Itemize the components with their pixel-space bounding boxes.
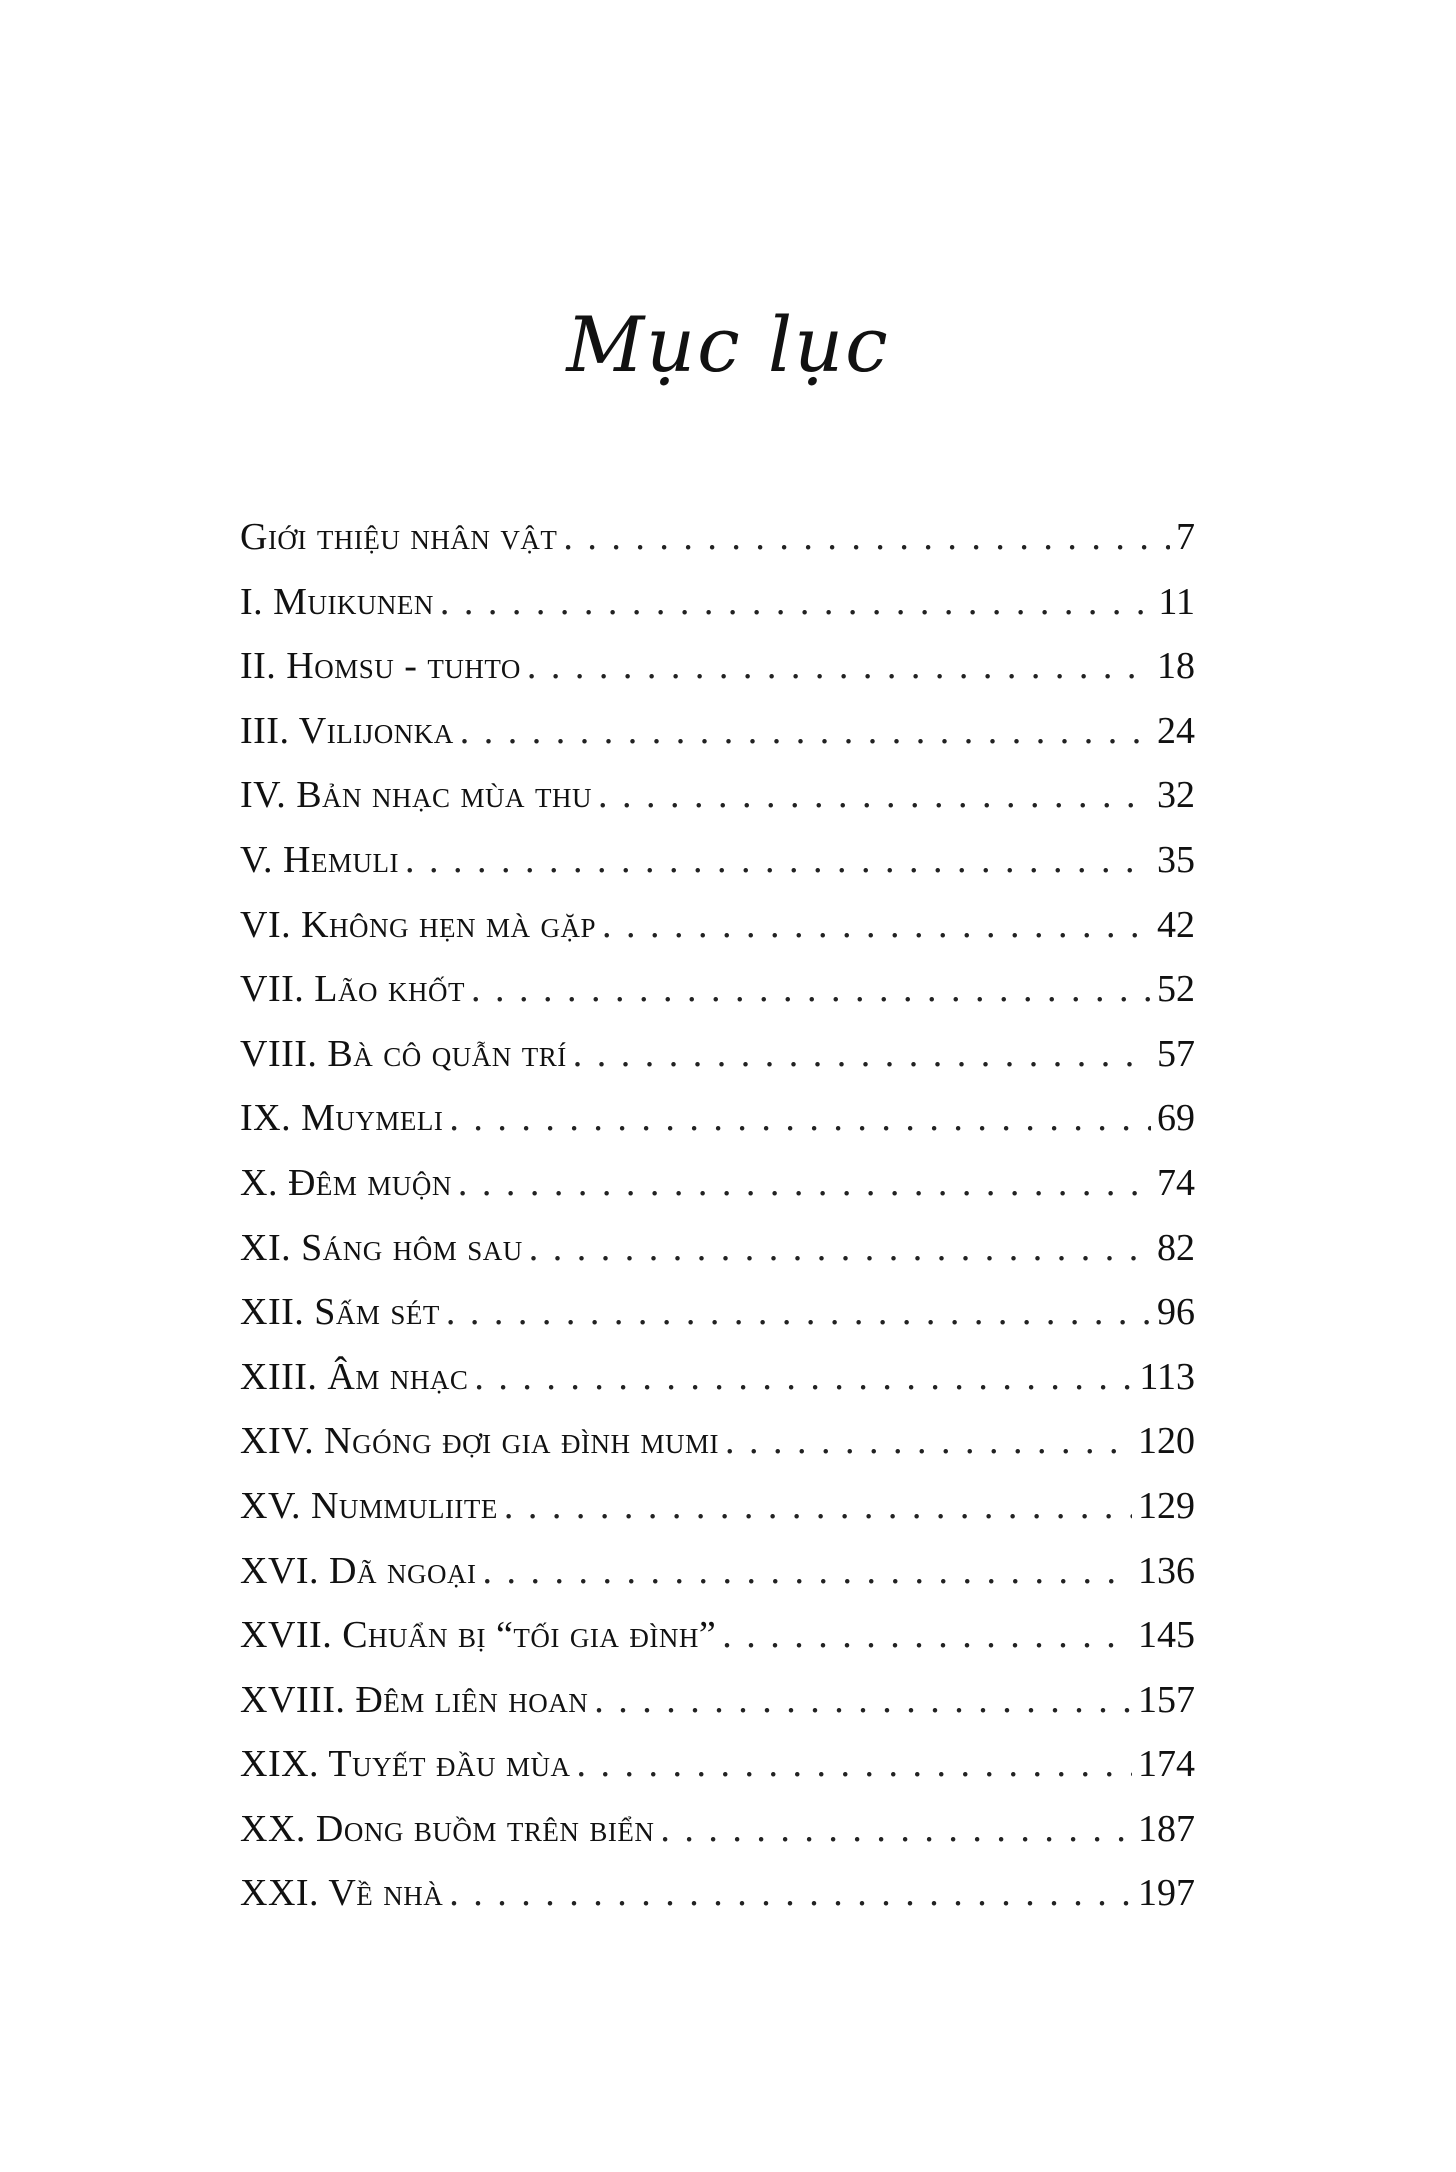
toc-entry [240,763,1195,828]
toc-entry [240,1345,1195,1410]
toc-entry [240,1668,1195,1733]
toc-entry [240,1603,1195,1668]
toc-entry-label: IX. Muymeli [240,1097,444,1140]
toc-entry-page-number: 145 [1138,1614,1195,1657]
toc-entry-label: XX. Dong buồm trên biển [240,1807,655,1850]
toc-entry-label: XVIII. Đêm liên hoan [240,1678,589,1721]
toc-entry-label: II. Homsu - tuhto [240,645,521,688]
toc-entry [240,505,1195,570]
dot-leader [598,763,1151,828]
toc-entry [240,699,1195,764]
toc-entry-label: XIV. Ngóng đợi gia đình mumi [240,1420,720,1463]
toc-entry [240,1797,1195,1862]
toc-entry-page-number: 136 [1138,1549,1195,1592]
toc-entry [240,1409,1195,1474]
toc-entry-page-number: 197 [1138,1872,1195,1915]
toc-entry [240,828,1195,893]
dot-leader [527,634,1151,699]
dot-leader [471,957,1151,1022]
dot-leader [725,1409,1132,1474]
dot-leader [482,1539,1132,1604]
dot-leader [594,1668,1132,1733]
dot-leader [504,1474,1132,1539]
toc-entry-label: III. Vilijonka [240,709,454,752]
page-title: Mục lục [566,300,890,389]
toc-entry-page-number: 157 [1138,1678,1195,1721]
table-of-contents [240,505,1195,1926]
toc-entry-page-number: 96 [1157,1291,1195,1334]
toc-entry-label: VI. Không hẹn mà gặp [240,903,597,946]
dot-leader [660,1797,1132,1862]
toc-entry [240,1732,1195,1797]
toc-entry-page-number: 24 [1157,709,1195,752]
dot-leader [449,1861,1132,1926]
dot-leader [440,570,1152,635]
toc-entry-label: XV. Nummuliite [240,1484,498,1527]
dot-leader [405,828,1151,893]
toc-entry [240,957,1195,1022]
toc-entry [240,1861,1195,1926]
toc-entry-label: VII. Lão khốt [240,968,465,1011]
dot-leader [563,505,1170,570]
dot-leader [446,1280,1151,1345]
toc-entry [240,1216,1195,1281]
toc-entry-label: XIX. Tuyết đầu mùa [240,1743,571,1786]
dot-leader [722,1603,1132,1668]
toc-entry-page-number: 69 [1157,1097,1195,1140]
dot-leader [529,1216,1151,1281]
toc-entry-page-number: 7 [1176,516,1195,558]
toc-entry [240,1022,1195,1087]
toc-entry-page-number: 82 [1157,1226,1195,1269]
toc-entry-label: IV. Bản nhạc mùa thu [240,774,593,817]
toc-entry-page-number: 42 [1157,903,1195,946]
toc-entry-page-number: 120 [1138,1420,1195,1463]
dot-leader [602,893,1151,958]
dot-leader [474,1345,1133,1410]
toc-entry-page-number: 129 [1138,1484,1195,1527]
toc-entry [240,570,1195,635]
dot-leader [573,1022,1151,1087]
toc-entry-label: XIII. Âm nhạc [240,1355,469,1398]
toc-entry-label: XI. Sáng hôm sau [240,1226,523,1269]
toc-entry-label: I. Muikunen [240,580,434,623]
dot-leader [458,1151,1151,1216]
toc-entry [240,634,1195,699]
toc-entry-page-number: 11 [1158,580,1195,623]
toc-entry-label: VIII. Bà cô quẫn trí [240,1032,567,1075]
toc-entry-label: XVI. Dã ngoại [240,1549,477,1592]
toc-entry-page-number: 35 [1157,838,1195,881]
toc-entry-page-number: 187 [1138,1807,1195,1850]
toc-entry-label: V. Hemuli [240,838,399,881]
toc-entry [240,893,1195,958]
toc-entry-label: XXI. Về nhà [240,1872,444,1915]
toc-entry-page-number: 52 [1157,968,1195,1011]
toc-entry [240,1280,1195,1345]
toc-entry-page-number: 18 [1157,645,1195,688]
toc-entry-page-number: 57 [1157,1032,1195,1075]
toc-entry [240,1539,1195,1604]
toc-entry-label: XVII. Chuẩn bị “tối gia đình” [240,1614,717,1657]
toc-entry [240,1151,1195,1216]
toc-entry-page-number: 32 [1157,774,1195,817]
toc-entry-label: X. Đêm muộn [240,1161,452,1204]
toc-entry-page-number: 113 [1139,1355,1195,1398]
toc-entry-label: XII. Sấm sét [240,1291,440,1334]
toc-entry-label: Giới thiệu nhân vật [240,516,558,558]
toc-entry-page-number: 74 [1157,1161,1195,1204]
toc-entry [240,1086,1195,1151]
dot-leader [577,1732,1132,1797]
dot-leader [449,1086,1151,1151]
toc-entry-page-number: 174 [1138,1743,1195,1786]
toc-entry [240,1474,1195,1539]
dot-leader [460,699,1151,764]
